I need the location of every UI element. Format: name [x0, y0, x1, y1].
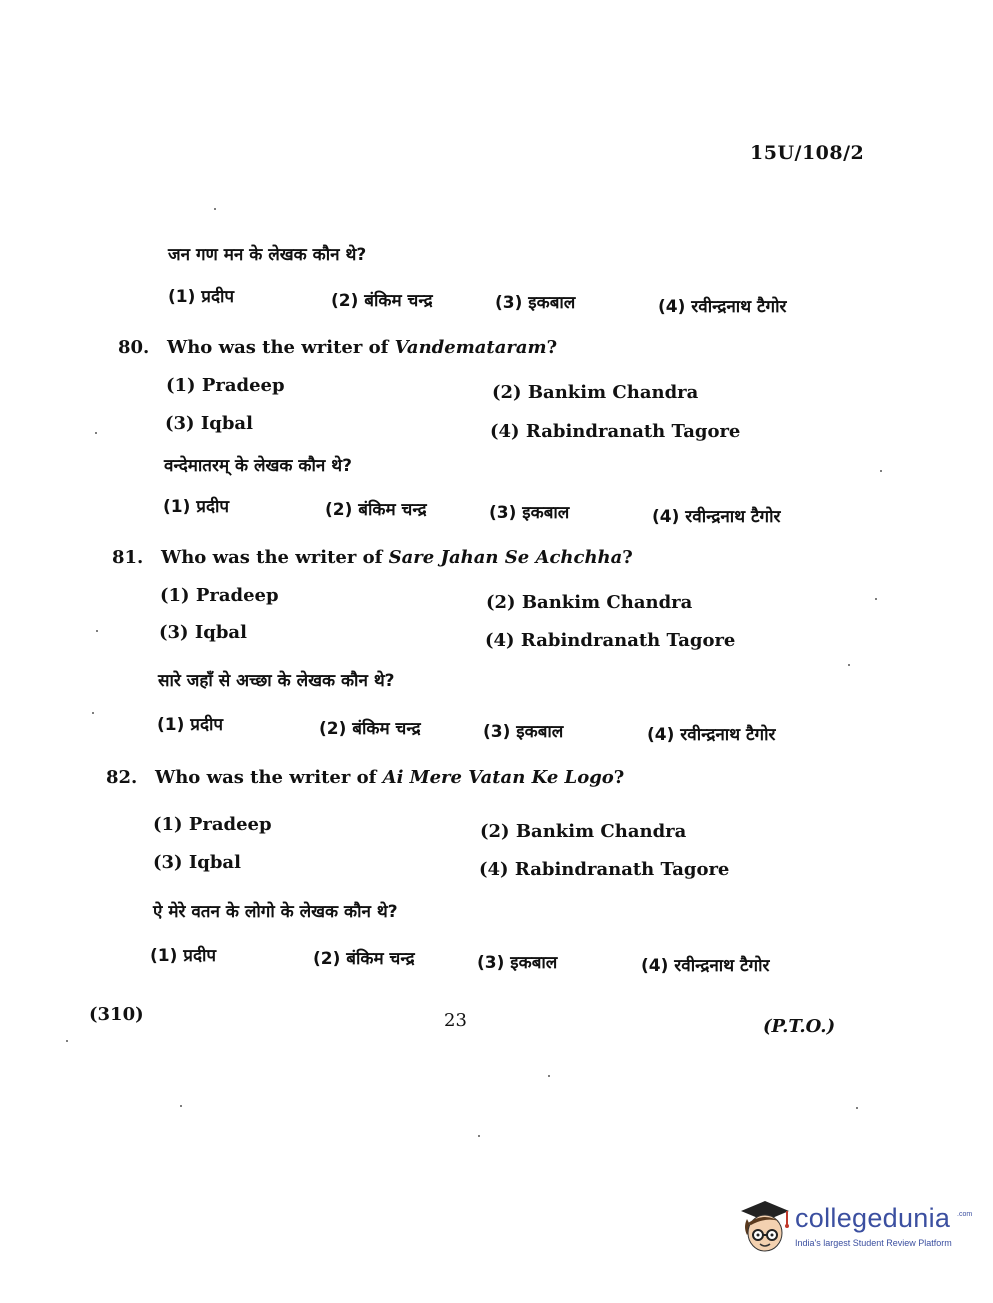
- q81-hindi-option-2: (2) बंकिम चन्द्र: [319, 719, 421, 739]
- q82-hindi-question: ऐ मेरे वतन के लोगो के लेखक कौन थे?: [153, 902, 398, 922]
- question-81-number: 81.: [112, 547, 144, 568]
- q81-option-2: (2) Bankim Chandra: [486, 592, 693, 613]
- q82-hindi-option-3: (3) इकबाल: [477, 953, 558, 973]
- q80-option-4: (4) Rabindranath Tagore: [490, 421, 741, 442]
- question-text-plain: Who was the writer of: [155, 767, 383, 788]
- question-text-title: Sare Jahan Se Achchha: [388, 547, 623, 568]
- q81-option-4: (4) Rabindranath Tagore: [485, 630, 736, 651]
- q82-option-4: (4) Rabindranath Tagore: [479, 859, 730, 880]
- prev-hindi-option-1: (1) प्रदीप: [168, 287, 235, 307]
- q80-option-1: (1) Pradeep: [166, 375, 285, 396]
- q81-hindi-option-4: (4) रवीन्द्रनाथ टैगोर: [647, 725, 776, 745]
- question-82-number: 82.: [106, 767, 138, 788]
- q80-hindi-option-4: (4) रवीन्द्रनाथ टैगोर: [652, 507, 781, 527]
- q80-hindi-option-2: (2) बंकिम चन्द्र: [325, 500, 427, 520]
- paper-code: 15U/108/2: [750, 142, 865, 164]
- q82-hindi-option-2: (2) बंकिम चन्द्र: [313, 949, 415, 969]
- question-text-plain: Who was the writer of: [167, 337, 395, 358]
- q81-option-3: (3) Iqbal: [159, 622, 247, 643]
- scan-speck: [856, 1107, 858, 1109]
- q81-option-1: (1) Pradeep: [160, 585, 279, 606]
- q82-option-2: (2) Bankim Chandra: [480, 821, 687, 842]
- scan-speck: [66, 1040, 68, 1042]
- footer-code: (310): [89, 1004, 144, 1025]
- question-text-plain: Who was the writer of: [161, 547, 389, 568]
- prev-hindi-option-2: (2) बंकिम चन्द्र: [331, 291, 433, 311]
- prev-hindi-option-4: (4) रवीन्द्रनाथ टैगोर: [658, 297, 787, 317]
- question-text-title: Vandemataram: [394, 337, 547, 358]
- q80-option-2: (2) Bankim Chandra: [492, 382, 699, 403]
- question-mark: ?: [546, 337, 558, 358]
- pto-marker: (P.T.O.): [763, 1016, 836, 1037]
- scan-speck: [96, 630, 98, 632]
- scan-speck: [875, 598, 877, 600]
- q80-hindi-option-3: (3) इकबाल: [489, 503, 570, 523]
- question-81-text: [161, 547, 633, 568]
- scan-speck: [848, 664, 850, 666]
- scan-speck: [180, 1105, 182, 1107]
- brand-domain: .com: [957, 1211, 973, 1218]
- q81-hindi-option-3: (3) इकबाल: [483, 722, 564, 742]
- scan-speck: [214, 208, 216, 210]
- q81-hindi-question: सारे जहाँ से अच्छा के लेखक कौन थे?: [158, 671, 395, 691]
- question-82-text: [155, 767, 624, 788]
- scan-speck: [92, 712, 94, 714]
- question-80-number: 80.: [118, 337, 150, 358]
- q80-hindi-question: वन्देमातरम् के लेखक कौन थे?: [164, 456, 352, 476]
- question-text-title: Ai Mere Vatan Ke Logo: [382, 767, 614, 788]
- q80-hindi-option-1: (1) प्रदीप: [163, 497, 230, 517]
- brand-name: collegedunia: [795, 1203, 951, 1233]
- scan-speck: [548, 1075, 550, 1077]
- prev-hindi-question: जन गण मन के लेखक कौन थे?: [168, 245, 367, 265]
- scan-speck: [95, 432, 97, 434]
- prev-hindi-option-3: (3) इकबाल: [495, 293, 576, 313]
- brand-tagline: India's largest Student Review Platform: [795, 1238, 952, 1248]
- question-80-text: [167, 337, 557, 358]
- q81-hindi-option-1: (1) प्रदीप: [157, 715, 224, 735]
- scan-speck: [880, 470, 882, 472]
- mascot-icon: [735, 1197, 793, 1259]
- q80-option-3: (3) Iqbal: [165, 413, 253, 434]
- page-number: 23: [444, 1010, 467, 1031]
- q82-option-1: (1) Pradeep: [153, 814, 272, 835]
- q82-hindi-option-1: (1) प्रदीप: [150, 946, 217, 966]
- question-mark: ?: [622, 547, 633, 568]
- scan-speck: [478, 1135, 480, 1137]
- q82-hindi-option-4: (4) रवीन्द्रनाथ टैगोर: [641, 956, 770, 976]
- question-mark: ?: [613, 767, 625, 788]
- collegedunia-logo: [735, 1195, 973, 1265]
- q82-option-3: (3) Iqbal: [153, 852, 241, 873]
